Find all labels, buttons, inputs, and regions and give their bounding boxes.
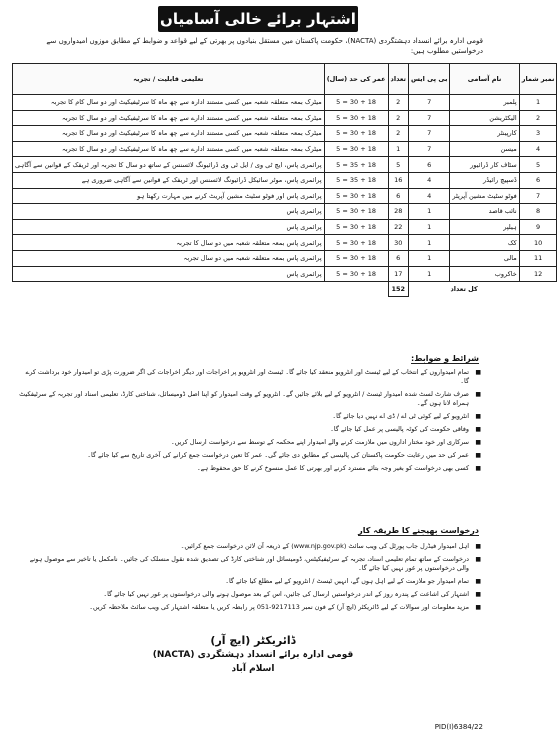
cell-no: 11 (519, 250, 557, 266)
cell-name: فوٹو سٹیٹ مشین آپریٹر (450, 188, 519, 204)
cell-name: الیکٹریشن (450, 110, 519, 126)
cell-bps: 4 (408, 188, 449, 204)
list-item: ■ تمام امیدواروں کے انتخاب کے لیے ٹیسٹ اور انٹرویو منعقد کیا جائے گا۔ ٹیسٹ اور انٹرویو پر اخراجات اور دیگر اخراجات کی اگر ضرورت پڑی تو امیدوار خود برداشت کرے گا۔ (18, 368, 481, 386)
how-to-apply-heading: درخواست بھیجنے کا طریقہ کار (358, 526, 479, 535)
list-item: ■ عمر کی حد میں رعایت حکومت پاکستان کی پالیسی کے مطابق دی جائے گی۔ عمر کا تعین درخواست جمع کرانے کی آخری تاریخ سے کیا جائے گا۔ (18, 451, 481, 460)
cell-age: 18 + 30 = 5 (324, 235, 388, 251)
cell-name: سٹاف کار ڈرائیور (450, 157, 519, 173)
cell-bps: 4 (408, 172, 449, 188)
signature-block (108, 634, 398, 676)
cell-qualification: میٹرک بمعہ متعلقہ شعبہ میں کسی مستند ادارے سے چھ ماہ کا سرٹیفیکیٹ اور دو سال کا تجربہ (13, 126, 325, 142)
list-item: ■ تمام امیدوار جو ملازمت کے لیے اہل ہوں گے، انہیں ٹیسٹ / انٹرویو کے لیے مطلع کیا جائے گا۔ (18, 577, 481, 586)
cell-qualification: میٹرک بمعہ متعلقہ شعبہ میں کسی مستند ادارے سے چھ ماہ کا سرٹیفیکیٹ اور دو سال کا تجربہ (13, 110, 325, 126)
cell-bps: 1 (408, 219, 449, 235)
total-value: 152 (388, 282, 408, 297)
cell-name: میسن (450, 141, 519, 157)
cell-name: مالی (450, 250, 519, 266)
conditions-list (18, 368, 481, 477)
col-header-qualification: تعلیمی قابلیت / تجربہ (13, 64, 325, 95)
cell-count: 17 (388, 266, 408, 282)
cell-name: نائب قاصد (450, 204, 519, 220)
cell-no: 10 (519, 235, 557, 251)
pid-number: PID(I)6384/22 (434, 723, 483, 731)
cell-no: 5 (519, 157, 557, 173)
table-row (13, 172, 557, 188)
how-to-apply-list (18, 542, 481, 616)
cell-age: 18 + 30 = 5 (324, 110, 388, 126)
cell-age: 18 + 30 = 5 (324, 126, 388, 142)
table-row (13, 95, 557, 111)
list-item: ■ سرکاری اور خود مختار اداروں میں ملازمت کرنے والے امیدوار اپنے محکمہ کے توسط سے درخواست ارسال کریں۔ (18, 438, 481, 447)
table-total-row (13, 282, 557, 297)
cell-age: 18 + 30 = 5 (324, 204, 388, 220)
cell-age: 18 + 30 = 5 (324, 250, 388, 266)
cell-bps: 7 (408, 110, 449, 126)
cell-qualification: پرائمری پاس، ایچ ٹی وی / ایل ٹی وی ڈرائیونگ لائسنس کے ساتھ دو سال کا تجربہ اور ٹریفک کے قوانین سے آگاہی (13, 157, 325, 173)
cell-no: 2 (519, 110, 557, 126)
table-row (13, 188, 557, 204)
cell-no: 12 (519, 266, 557, 282)
cell-count: 30 (388, 235, 408, 251)
list-item: ■ درخواست کے ساتھ تمام تعلیمی اسناد، تجربہ کے سرٹیفیکیٹس، ڈومیسائل اور شناختی کارڈ کی تصدیق شدہ نقول منسلک کی جائیں۔ نامکمل یا تاخیر سے موصول ہونے والی درخواستوں پر غور نہیں کیا جائے گا۔ (18, 555, 481, 573)
cell-name: پلمبر (450, 95, 519, 111)
list-item: ■ اشتہار کی اشاعت کے پندرہ روز کے اندر درخواستیں ارسال کی جائیں، اس کے بعد موصول ہونے والی درخواستوں پر غور نہیں کیا جائے گا۔ (18, 590, 481, 599)
list-item: ■ صرف شارٹ لسٹ شدہ امیدوار ٹیسٹ / انٹرویو کے لیے بلائے جائیں گے۔ انٹرویو کے وقت امیدوار کو اپنا اصل ڈومیسائل، شناختی کارڈ، تعلیمی اسناد اور تجربہ کے سرٹیفکیٹ ہمراہ لانا ہوں گے۔ (18, 390, 481, 408)
cell-no: 4 (519, 141, 557, 157)
cell-qualification: میٹرک بمعہ متعلقہ شعبہ میں کسی مستند ادارہ سے چھ ماہ کا سرٹیفیکیٹ اور دو سال کام کا تجربہ (13, 95, 325, 111)
table-row (13, 126, 557, 142)
cell-count: 16 (388, 172, 408, 188)
list-item: ■ انٹرویو کے لیے کوئی ٹی اے / ڈی اے نہیں دیا جائے گا۔ (18, 412, 481, 421)
cell-name: ڈسپیچ رائیڈر (450, 172, 519, 188)
cell-qualification: پرائمری پاس بمعہ متعلقہ شعبہ میں دو سال تجربہ (13, 250, 325, 266)
cell-count: 2 (388, 110, 408, 126)
cell-age: 18 + 35 = 5 (324, 172, 388, 188)
cell-count: 6 (388, 250, 408, 266)
cell-name: ہیلپر (450, 219, 519, 235)
table-row (13, 141, 557, 157)
ad-title: اشتہار برائے خالی آسامیاں (158, 6, 358, 32)
cell-bps: 6 (408, 157, 449, 173)
signatory-title: ڈائریکٹر (ایچ آر) (210, 634, 296, 647)
cell-age: 18 + 30 = 5 (324, 219, 388, 235)
cell-no: 7 (519, 188, 557, 204)
list-item: ■ اہل امیدوار فیڈرل جاب پورٹل کی ویب سائٹ (www.njp.gov.pk) کے ذریعہ آن لائن درخواست جمع کرائیں۔ (18, 542, 481, 551)
table-row (13, 266, 557, 282)
table-row (13, 204, 557, 220)
conditions-heading: شرائط و ضوابط: (411, 354, 479, 363)
cell-count: 2 (388, 95, 408, 111)
intro-paragraph: قومی ادارہ برائے انسداد دہشتگردی (NACTA)، حکومت پاکستان میں مستقل بنیادوں پر بھرتی کے لیے قواعد و ضوابط کے مطابق موزوں امیدواروں سے درخواستیں مطلوب ہیں: (46, 37, 483, 55)
signatory-city: اسلام آباد (231, 664, 275, 674)
total-label: کل تعداد (450, 285, 478, 294)
cell-bps: 1 (408, 204, 449, 220)
list-item: ■ وفاقی حکومت کی کوٹہ پالیسی پر عمل کیا جائے گا۔ (18, 425, 481, 434)
table-row (13, 235, 557, 251)
cell-age: 18 + 35 = 5 (324, 157, 388, 173)
cell-qualification: پرائمری پاس، موٹر سائیکل ڈرائیونگ لائسنس اور ٹریفک کے قوانین سے آگاہی ضروری ہے (13, 172, 325, 188)
cell-age: 18 + 30 = 5 (324, 266, 388, 282)
cell-bps: 7 (408, 126, 449, 142)
table-row (13, 250, 557, 266)
cell-no: 3 (519, 126, 557, 142)
cell-qualification: میٹرک بمعہ متعلقہ شعبہ میں کسی مستند ادارے سے چھ ماہ کا سرٹیفیکیٹ اور دو سال کا تجربہ (13, 141, 325, 157)
cell-bps: 7 (408, 141, 449, 157)
advertisement-page (8, 6, 555, 733)
cell-qualification: پرائمری پاس اور فوٹو سٹیٹ مشین آپریٹ کرنے میں مہارت رکھتا ہو (13, 188, 325, 204)
cell-bps: 1 (408, 250, 449, 266)
cell-name: کارپینٹر (450, 126, 519, 142)
cell-bps: 7 (408, 95, 449, 111)
col-header-age: عمر کی حد (سال) (324, 64, 388, 95)
cell-bps: 1 (408, 235, 449, 251)
col-header-count: تعداد (388, 64, 408, 95)
cell-qualification: پرائمری پاس (13, 266, 325, 282)
cell-no: 1 (519, 95, 557, 111)
cell-count: 1 (388, 141, 408, 157)
cell-no: 6 (519, 172, 557, 188)
cell-age: 18 + 30 = 5 (324, 188, 388, 204)
list-item: ■ مزید معلومات اور سوالات کے لیے ڈائریکٹر (ایچ آر) کے فون نمبر 9217113-051 پر رابطہ کریں یا متعلقہ اشتہار کی ویب سائٹ ملاحظہ کریں۔ (18, 603, 481, 612)
total-spacer (519, 282, 557, 297)
col-header-bps: بی پی ایس (408, 64, 449, 95)
table-row (13, 219, 557, 235)
cell-count: 2 (388, 126, 408, 142)
cell-qualification: پرائمری پاس (13, 204, 325, 220)
cell-qualification: پرائمری پاس بمعہ متعلقہ شعبہ میں دو سال کا تجربہ (13, 235, 325, 251)
cell-age: 18 + 30 = 5 (324, 141, 388, 157)
vacancies-table (12, 63, 557, 297)
cell-count: 22 (388, 219, 408, 235)
cell-no: 9 (519, 219, 557, 235)
col-header-no: نمبر شمار (519, 64, 557, 95)
table-row (13, 157, 557, 173)
cell-no: 8 (519, 204, 557, 220)
cell-name: کک (450, 235, 519, 251)
list-item: ■ کسی بھی درخواست کو بغیر وجہ بتائے مسترد کرنے اور بھرتی کا عمل منسوخ کرنے کا حق محفوظ ہے۔ (18, 464, 481, 473)
cell-count: 5 (388, 157, 408, 173)
cell-age: 18 + 30 = 5 (324, 95, 388, 111)
cell-count: 28 (388, 204, 408, 220)
cell-qualification: پرائمری پاس (13, 219, 325, 235)
total-spacer (13, 282, 389, 297)
col-header-name: نام آسامی (450, 64, 519, 95)
table-row (13, 110, 557, 126)
cell-bps: 1 (408, 266, 449, 282)
cell-count: 6 (388, 188, 408, 204)
table-header-row (13, 64, 557, 95)
signatory-organization: قومی ادارہ برائے انسداد دہشتگردی (NACTA) (152, 650, 354, 660)
cell-name: خاکروب (450, 266, 519, 282)
